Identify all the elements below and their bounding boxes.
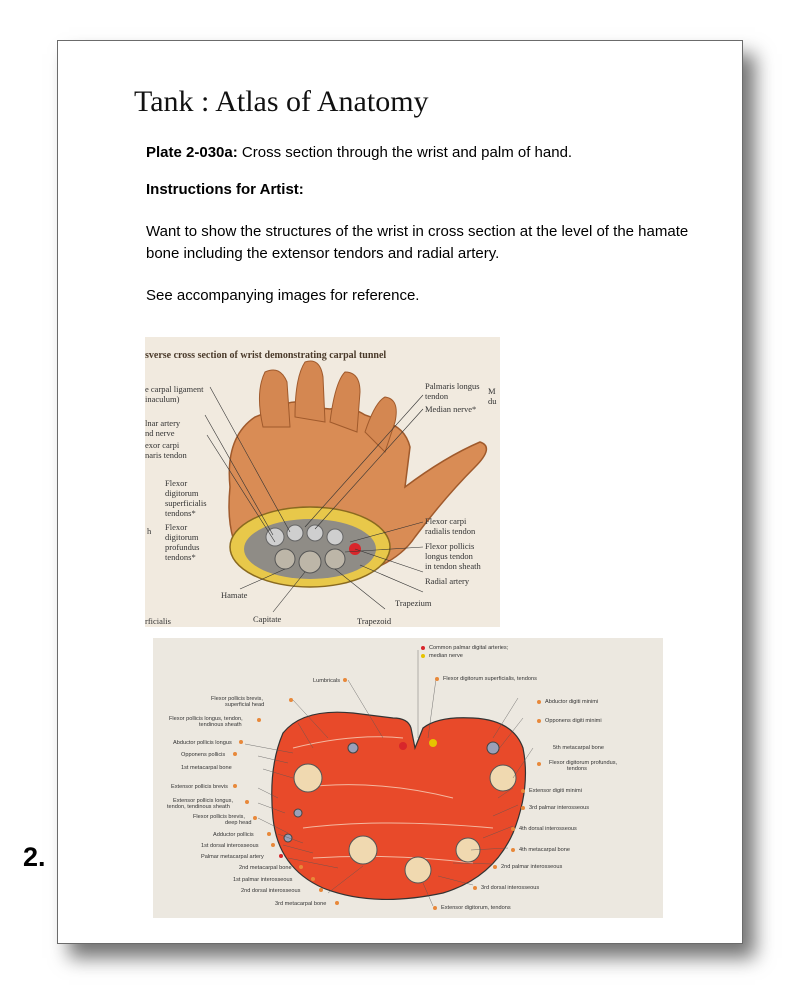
fig2-label: Adductor pollicis xyxy=(213,832,254,838)
fig1-label: digitorum xyxy=(165,532,199,542)
instructions-text: Want to show the structures of the wrist in cross section at the level of the hamate bone including the extensor tendors and radial artery. xyxy=(146,223,689,262)
fig1-label: longus tendon xyxy=(425,551,473,561)
reference-note: See accompanying images for reference. xyxy=(146,287,420,304)
fig1-label: Flexor xyxy=(165,522,188,532)
label-marker xyxy=(233,752,237,756)
label-marker xyxy=(521,806,525,810)
fig1-label: Capitate xyxy=(253,614,282,624)
fig1-label: Median nerve* xyxy=(425,404,477,414)
fig2-label: 2nd dorsal interosseous xyxy=(241,888,301,894)
label-marker xyxy=(245,800,249,804)
fig1-label: Flexor carpi xyxy=(425,516,467,526)
instructions-heading: Instructions for Artist: xyxy=(146,181,304,198)
fig1-label: lnar artery xyxy=(145,418,181,428)
fig1-label: e carpal ligament xyxy=(145,384,204,394)
fig1-label: Trapezium xyxy=(395,598,432,608)
fig2-label: Flexor digitorum profundus, xyxy=(549,760,618,766)
label-marker xyxy=(537,719,541,723)
fig2-label: Extensor pollicis brevis xyxy=(171,784,228,790)
label-marker xyxy=(279,854,283,858)
fig1-label: inaculum) xyxy=(145,394,180,404)
fig2-label: tendons xyxy=(567,766,587,772)
fig1-label: Flexor pollicis xyxy=(425,541,475,551)
fig2-label: Opponens pollicis xyxy=(181,752,226,758)
fig1-label: Trapezoid xyxy=(357,616,392,626)
fig2-label: Abductor digiti minimi xyxy=(545,699,599,705)
fig2-label: tendinous sheath xyxy=(199,722,242,728)
fig2-label: Lumbricals xyxy=(313,678,341,684)
label-marker xyxy=(421,646,425,650)
fig2-label: Extensor digitorum, tendons xyxy=(441,905,511,911)
fig1-label: M xyxy=(488,386,496,396)
label-marker xyxy=(511,827,515,831)
page-number: 2. xyxy=(23,842,46,872)
fig1-label: profundus xyxy=(165,542,200,552)
fig1-label: tendon xyxy=(425,391,449,401)
label-marker xyxy=(257,718,261,722)
fig1-label: radialis tendon xyxy=(425,526,476,536)
fig2-label: Flexor pollicis brevis, xyxy=(211,696,263,702)
label-marker xyxy=(335,901,339,905)
fig2-label: 5th metacarpal bone xyxy=(553,745,604,751)
fig2-label: 2nd metacarpal bone xyxy=(239,865,292,871)
document-title: Tank : Atlas of Anatomy xyxy=(134,85,429,118)
reference-image-palm-section xyxy=(153,638,663,918)
fig2-label: 1st metacarpal bone xyxy=(181,765,232,771)
label-marker xyxy=(319,888,323,892)
fig1-label: Radial artery xyxy=(425,576,470,586)
fig2-label: 3rd dorsal interosseous xyxy=(481,885,540,891)
label-marker xyxy=(271,843,275,847)
label-marker xyxy=(233,784,237,788)
fig2-label: Flexor pollicis longus, tendon, xyxy=(169,716,243,722)
label-marker xyxy=(311,877,315,881)
fig1-label: nd nerve xyxy=(145,428,175,438)
plate-line xyxy=(146,144,572,161)
document-page xyxy=(57,40,743,944)
fig1-label: Flexor xyxy=(165,478,188,488)
fig2-label: Common palmar digital arteries; xyxy=(429,645,509,651)
label-marker xyxy=(239,740,243,744)
label-marker xyxy=(267,832,271,836)
fig1-label: in tendon sheath xyxy=(425,561,481,571)
fig2-label: 2nd palmar interosseous xyxy=(501,864,563,870)
fig2-label: Palmar metacarpal artery xyxy=(201,854,264,860)
figure1-caption: sverse cross section of wrist demonstrating carpal tunnel xyxy=(145,350,387,361)
fig2-label: Opponens digiti minimi xyxy=(545,718,602,724)
label-marker xyxy=(493,865,497,869)
fig1-label: tendons* xyxy=(165,508,196,518)
reference-image-carpal-tunnel xyxy=(145,337,500,627)
fig2-label: Extensor pollicis longus, xyxy=(173,798,234,804)
label-marker xyxy=(299,865,303,869)
fig2-label: Flexor digitorum superficialis, tendons xyxy=(443,676,537,682)
palm-section-illustration xyxy=(153,638,663,918)
label-marker xyxy=(343,678,347,682)
label-marker xyxy=(433,906,437,910)
fig2-label: 3rd metacarpal bone xyxy=(275,901,327,907)
fig2-label: 3rd palmar interosseous xyxy=(529,805,590,811)
label-marker xyxy=(537,762,541,766)
fig2-label: 4th dorsal interosseous xyxy=(519,826,577,832)
label-marker xyxy=(253,816,257,820)
fig1-label: superficialis xyxy=(165,498,207,508)
fig2-label: tendon, tendinous sheath xyxy=(167,804,230,810)
fig2-label: 1st palmar interosseous xyxy=(233,877,293,883)
fig2-label: Extensor digiti minimi xyxy=(529,788,582,794)
label-marker xyxy=(537,700,541,704)
fig2-label: Abductor pollicis longus xyxy=(173,740,232,746)
fig1-label: du xyxy=(488,396,497,406)
label-marker xyxy=(511,848,515,852)
label-marker xyxy=(473,886,477,890)
fig2-label: median nerve xyxy=(429,653,463,659)
plate-description: Cross section through the wrist and palm of hand. xyxy=(237,144,573,161)
fig2-label: superficial head xyxy=(225,702,265,708)
fig1-label: digitorum xyxy=(165,488,199,498)
fig1-label: h xyxy=(147,526,152,536)
fig1-label: Palmaris longus xyxy=(425,381,480,391)
plate-id: Plate 2-030a: xyxy=(146,144,238,161)
fig1-label: rficialis xyxy=(145,616,171,626)
fig2-label: 4th metacarpal bone xyxy=(519,847,570,853)
fig1-label: Hamate xyxy=(221,590,248,600)
fig2-label: deep head xyxy=(225,820,252,826)
fig2-label: 1st dorsal interosseous xyxy=(201,843,259,849)
fig2-label: Flexor pollicis brevis, xyxy=(193,814,245,820)
fig1-label: tendons* xyxy=(165,552,196,562)
label-marker xyxy=(289,698,293,702)
label-marker xyxy=(521,789,525,793)
label-marker xyxy=(435,677,439,681)
fig1-label: exor carpi xyxy=(145,440,180,450)
fig1-label: naris tendon xyxy=(145,450,187,460)
label-marker xyxy=(421,654,425,658)
